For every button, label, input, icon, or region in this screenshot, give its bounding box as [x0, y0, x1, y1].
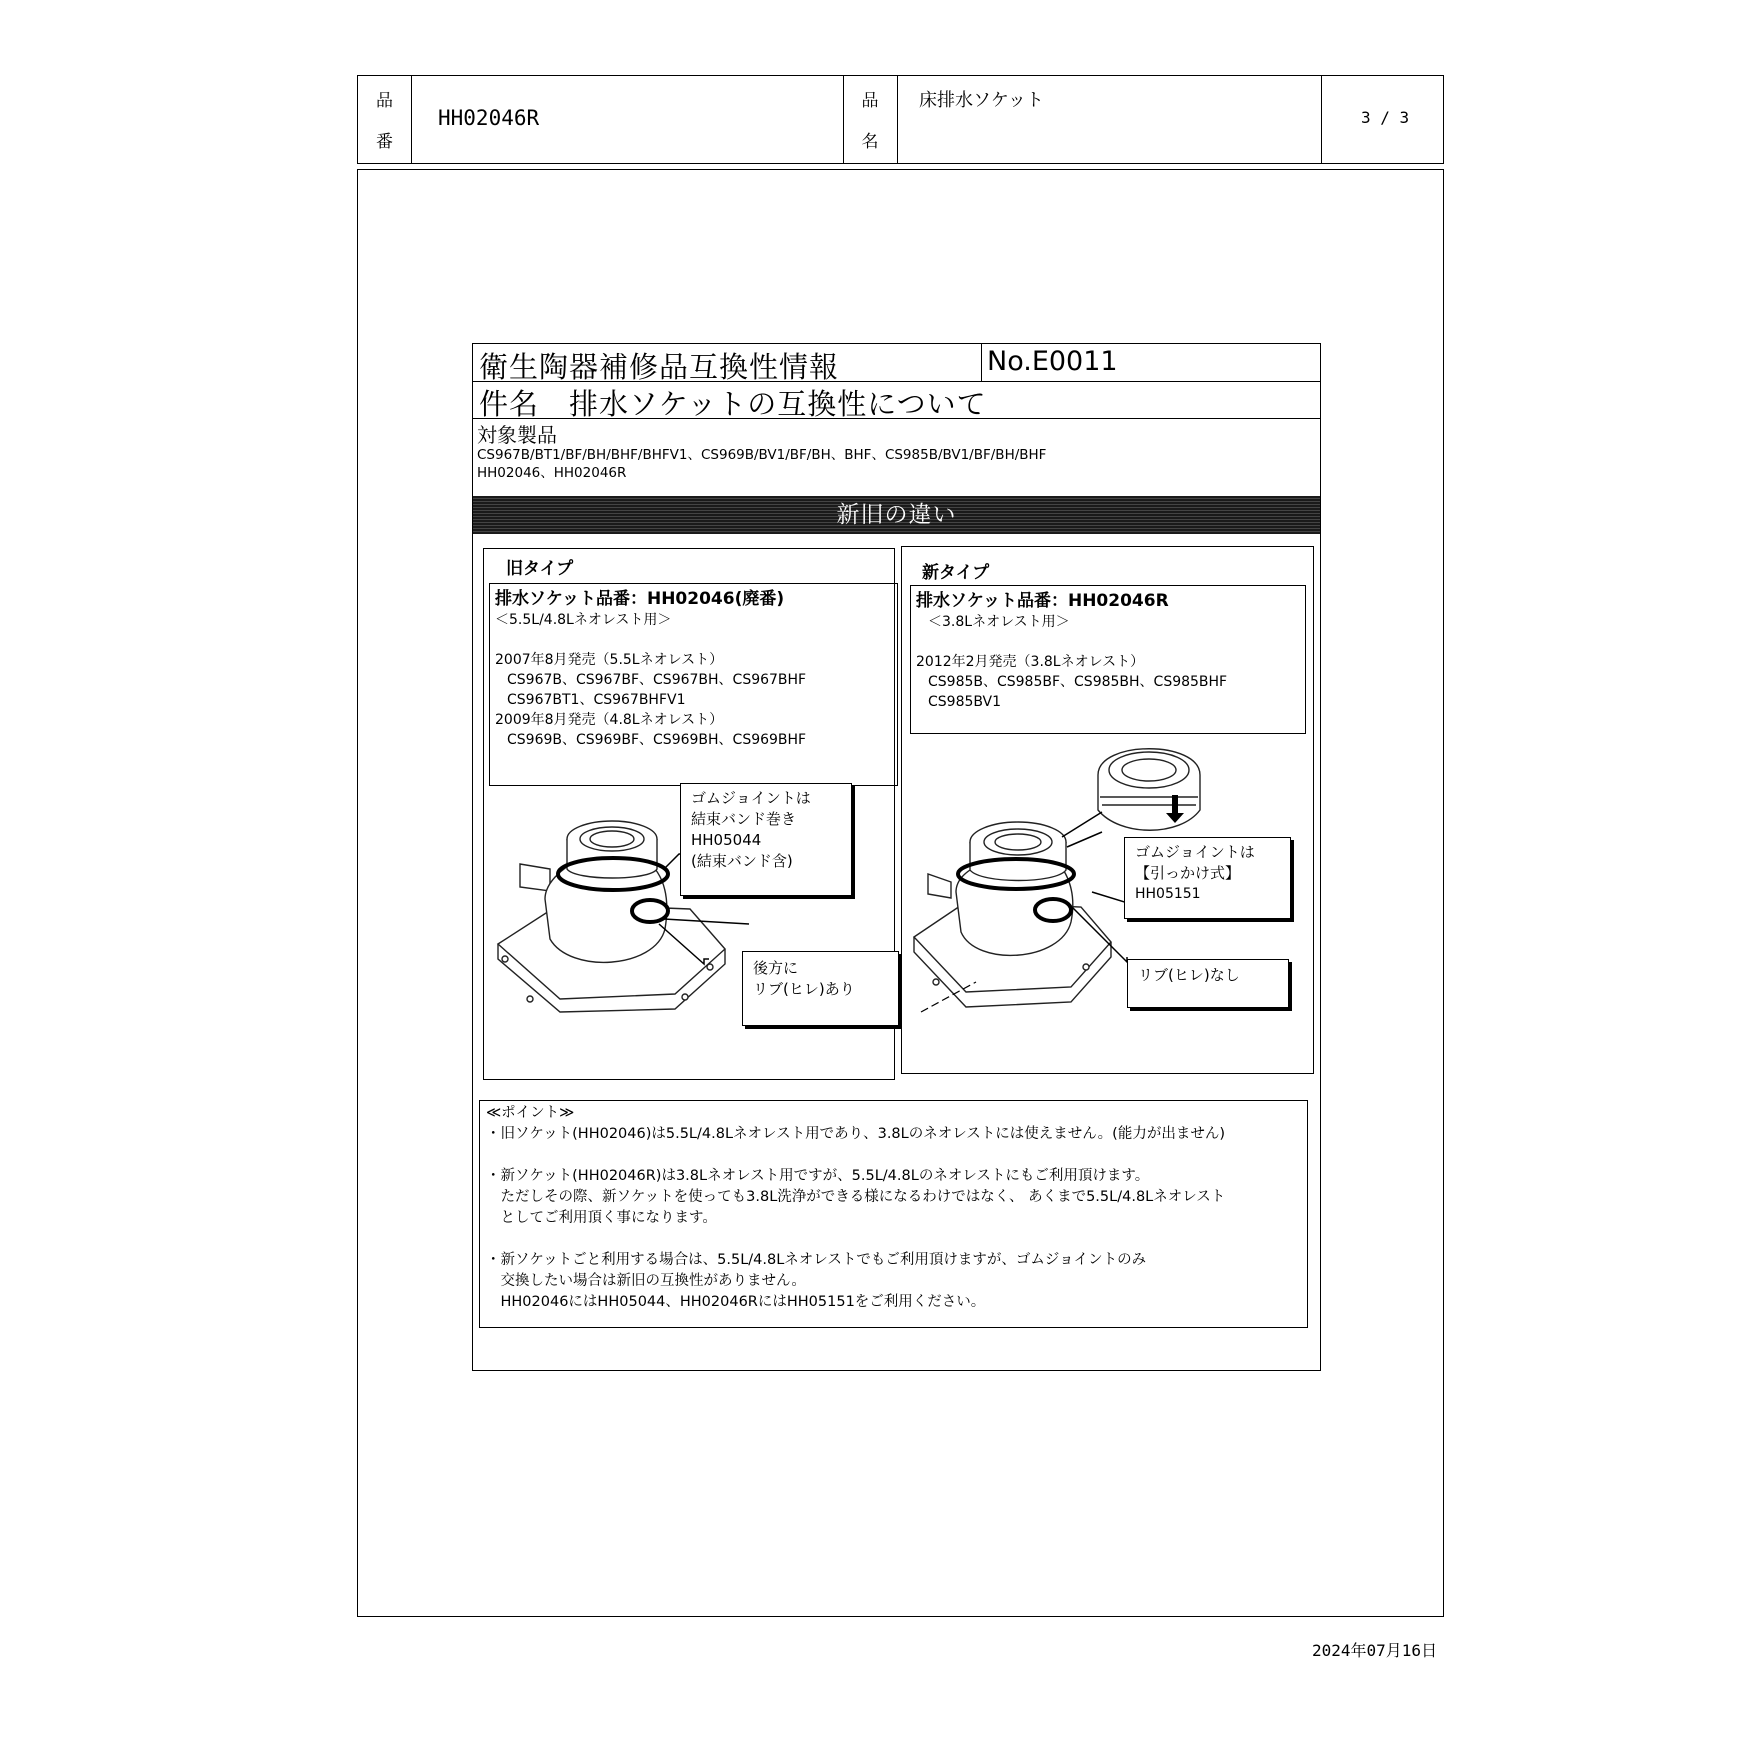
old-part-sub: ＜5.5L/4.8Lネオレスト用＞ [495, 612, 672, 628]
point-line: ・新ソケット(HH02046R)は3.8Lネオレスト用ですが、5.5L/4.8Lのネオレストにもご利用頂けます。 [486, 1168, 1150, 1184]
old-rib-line-2: リブ(ヒレ)あり [753, 980, 855, 998]
new-type-panel [901, 546, 1314, 1074]
part-name-label-1: 品 [861, 91, 879, 111]
part-no-label-2: 番 [376, 132, 393, 152]
old-models-1: CS967B、CS967BF、CS967BH、CS967BHF [507, 672, 807, 688]
old-models-2: CS967BT1、CS967BHFV1 [507, 692, 686, 708]
target-line-2: HH02046、HH02046R [477, 465, 627, 481]
new-part-sub: ＜3.8Lネオレスト用＞ [928, 614, 1070, 630]
new-models-2: CS985BV1 [928, 694, 1002, 710]
old-info-box [489, 583, 898, 786]
old-joint-callout [680, 783, 852, 896]
old-models-3: CS969B、CS969BF、CS969BH、CS969BHF [507, 732, 807, 748]
point-line: 交換したい場合は新旧の互換性がありません。 [486, 1273, 806, 1289]
part-no-value: HH02046R [438, 106, 540, 130]
new-callout-line-1: ゴムジョイントは [1135, 843, 1255, 861]
new-rib-line-1: リブ(ヒレ)なし [1138, 966, 1240, 984]
old-release-1: 2007年8月発売（5.5Lネオレスト） [495, 652, 724, 668]
part-name-label-cell [843, 76, 898, 163]
old-callout-line-1: ゴムジョイントは [691, 789, 811, 807]
old-part-title: 排水ソケット品番：HH02046(廃番) [495, 589, 785, 609]
point-spacer [486, 1145, 1301, 1166]
new-type-label: 新タイプ [922, 563, 990, 583]
title-row [473, 344, 1320, 382]
old-type-label: 旧タイプ [506, 559, 574, 579]
new-rib-callout [1127, 959, 1289, 1008]
new-part-title: 排水ソケット品番：HH02046R [916, 591, 1169, 611]
target-line-1: CS967B/BT1/BF/BH/BHF/BHFV1、CS969B/BV1/BF/BH、BHF、CS985B/BV1/BF/BH/BHF [477, 447, 1047, 463]
sheet-title: 衛生陶器補修品互換性情報 [479, 350, 840, 384]
point-line: ただしその際、新ソケットを使っても3.8L洗浄ができる様になるわけではなく、 あくまで5.5L/4.8Lネオレスト [486, 1189, 1226, 1205]
part-no-label-cell [358, 76, 412, 163]
doc-number: No.E0011 [987, 346, 1118, 377]
diff-banner: 新旧の違い [473, 496, 1320, 534]
old-callout-line-3: HH05044 [691, 831, 762, 849]
points-box [479, 1100, 1308, 1328]
part-no-cell [411, 76, 844, 163]
part-no-label-1: 品 [376, 91, 393, 111]
old-callout-line-4: (結束バンド含) [691, 852, 793, 870]
points-heading: ≪ポイント≫ [486, 1105, 575, 1121]
point-line: ・旧ソケット(HH02046)は5.5L/4.8Lネオレスト用であり、3.8Lのネオレストには使えません。(能力が出ません) [486, 1126, 1225, 1142]
compat-sheet [472, 343, 1321, 1371]
point-line: ・新ソケットごと利用する場合は、5.5L/4.8Lネオレストでもご利用頂けますが、ゴムジョイントのみ [486, 1252, 1147, 1268]
new-callout-line-2: 【引っかけ式】 [1135, 864, 1241, 882]
title-divider [981, 344, 982, 381]
part-name-cell [897, 76, 1322, 163]
part-name-value: 床排水ソケット [919, 90, 1044, 111]
subject-row [473, 381, 1320, 419]
old-release-2: 2009年8月発売（4.8Lネオレスト） [495, 712, 724, 728]
part-name-label-2: 名 [861, 132, 879, 152]
point-spacer [486, 1229, 1301, 1250]
old-rib-line-1: 後方に [753, 959, 799, 977]
new-callout-line-3: HH05151 [1135, 886, 1201, 902]
new-models-1: CS985B、CS985BF、CS985BH、CS985BHF [928, 674, 1228, 690]
target-heading: 対象製品 [477, 423, 557, 447]
old-type-panel [483, 548, 895, 1080]
new-release-1: 2012年2月発売（3.8Lネオレスト） [916, 654, 1145, 670]
subject-text: 件名 排水ソケットの互換性について [479, 387, 987, 421]
point-line: としてご利用頂く事になります。 [486, 1210, 717, 1226]
new-info-box [910, 585, 1306, 734]
new-joint-callout [1124, 837, 1291, 919]
header-table [357, 75, 1444, 164]
old-rib-callout [742, 951, 899, 1026]
point-line: HH02046にはHH05044、HH02046RにはHH05151をご利用ください。 [486, 1294, 986, 1310]
issue-date: 2024年07月16日 [1312, 1641, 1438, 1660]
page-number: 3 / 3 [1361, 108, 1410, 127]
old-callout-line-2: 結束バンド巻き [691, 810, 797, 828]
